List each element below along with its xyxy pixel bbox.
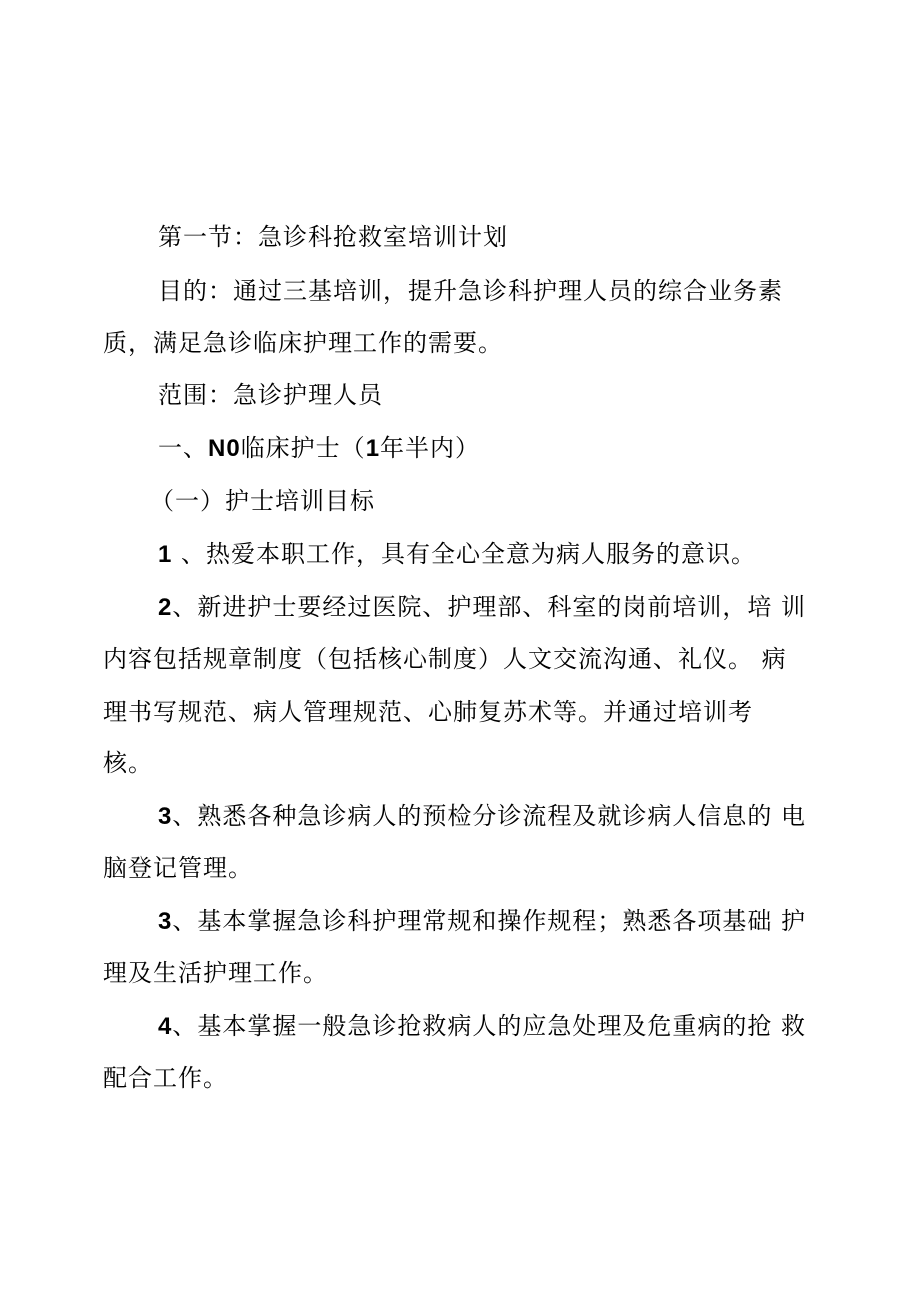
item-2-line-4: 核。 (103, 749, 153, 777)
item-3a-text-1: 、熟悉各种急诊病人的预检分诊流程及就诊病人信息的 电 (172, 802, 806, 830)
item-2-text-1: 、新进护士要经过医院、护理部、科室的岗前培训，培 训 (172, 593, 806, 621)
item-2-num: 2 (158, 594, 173, 621)
subheading-1: （一）护士培训目标 (150, 487, 375, 515)
item-3b-num: 3 (158, 908, 173, 935)
purpose-line-1: 目的：通过三基培训，提升急诊科护理人员的综合业务素 (158, 277, 783, 305)
item-1-num: 1 (158, 541, 173, 568)
item-1 (158, 539, 756, 570)
heading-1 (158, 433, 480, 464)
item-4-line-2: 配合工作。 (103, 1064, 228, 1092)
item-3b-text-1: 、基本掌握急诊科护理常规和操作规程；熟悉各项基础 护 (172, 907, 806, 935)
item-3b-line-2: 理及生活护理工作。 (103, 959, 328, 987)
scope-line: 范围：急诊护理人员 (158, 381, 383, 409)
item-4-num: 4 (158, 1013, 173, 1040)
item-3b-line-1 (158, 906, 806, 937)
heading-1-rest: 临床护士（ (240, 434, 366, 462)
heading-1-code: N0 (208, 435, 241, 462)
item-1-text: 、热爱本职工作，具有全心全意为病人服务的意识。 (172, 540, 756, 568)
heading-1-prefix: 一、 (158, 434, 208, 462)
item-2-line-1 (158, 592, 806, 623)
item-3a-num: 3 (158, 803, 173, 830)
item-4-line-1 (158, 1011, 806, 1042)
item-2-line-2: 内容包括规章制度（包括核心制度）人文交流沟通、礼仪。 病 (103, 645, 787, 673)
heading-1-end: 年半内） (380, 434, 481, 462)
heading-1-num: 1 (365, 435, 381, 462)
purpose-line-2: 质，满足急诊临床护理工作的需要。 (103, 329, 503, 357)
item-2-line-3: 理书写规范、病人管理规范、心肺复苏术等。并通过培训考 (103, 698, 753, 726)
item-3a-line-1 (158, 801, 806, 832)
item-3a-line-2: 脑登记管理。 (103, 854, 253, 882)
section-title: 第一节：急诊科抢救室培训计划 (158, 223, 508, 251)
item-4-text-1: 、基本掌握一般急诊抢救病人的应急处理及危重病的抢 救 (172, 1012, 806, 1040)
